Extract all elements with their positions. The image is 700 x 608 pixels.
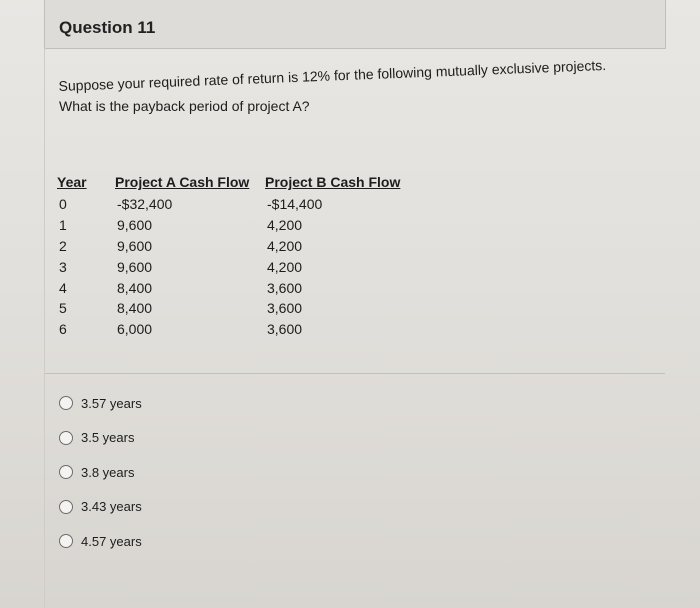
cell-project-a: -$32,400 [117, 196, 173, 213]
cell-year: 4 [59, 279, 67, 296]
question-header [44, 0, 666, 49]
cell-project-b: 3,600 [267, 279, 303, 296]
table-header-row [57, 172, 427, 194]
cell-year: 6 [59, 321, 67, 338]
cell-project-a: 6,000 [117, 321, 153, 338]
header-project-a: Project A Cash Flow [115, 174, 250, 190]
table-row [57, 319, 427, 340]
table-row [57, 194, 427, 215]
cell-project-b: 4,200 [267, 237, 303, 254]
answer-option-label: 3.43 years [81, 499, 142, 515]
answer-option[interactable] [59, 455, 142, 490]
table-row [57, 256, 427, 277]
table-row [57, 236, 427, 257]
radio-button-icon[interactable] [59, 396, 73, 410]
answer-option[interactable] [59, 386, 142, 421]
radio-button-icon[interactable] [59, 534, 73, 548]
radio-button-icon[interactable] [59, 500, 73, 514]
cell-project-a: 9,600 [117, 258, 153, 275]
answer-option[interactable] [59, 524, 142, 559]
cell-year: 2 [59, 237, 67, 254]
question-text-line-2: What is the payback period of project A? [59, 98, 310, 114]
table-row [57, 277, 427, 298]
cell-project-a: 8,400 [117, 279, 153, 296]
answer-option[interactable] [59, 490, 142, 525]
cell-project-a: 9,600 [117, 237, 153, 254]
question-prompt [58, 56, 659, 116]
answer-options [59, 386, 142, 559]
cell-project-b: 4,200 [267, 217, 303, 234]
question-text-line-1: Suppose your required rate of return is 12% for the following mutually exclusive projects. [58, 56, 607, 95]
radio-button-icon[interactable] [59, 431, 73, 445]
cell-project-a: 9,600 [117, 217, 153, 234]
section-divider [45, 373, 665, 374]
cell-project-b: 4,200 [267, 258, 303, 275]
answer-option[interactable] [59, 421, 142, 456]
question-body [44, 48, 665, 608]
cell-year: 0 [59, 196, 67, 213]
cell-year: 5 [59, 300, 67, 317]
cell-project-b: -$14,400 [267, 196, 323, 213]
header-project-b: Project B Cash Flow [265, 174, 401, 190]
answer-option-label: 4.57 years [81, 533, 142, 549]
header-year: Year [57, 174, 87, 190]
answer-option-label: 3.57 years [81, 395, 142, 411]
cell-project-b: 3,600 [267, 321, 303, 338]
cash-flow-table [57, 172, 427, 340]
answer-option-label: 3.5 years [81, 430, 135, 446]
table-row [57, 215, 427, 236]
cell-project-b: 3,600 [267, 300, 303, 317]
cell-year: 1 [59, 217, 67, 234]
table-row [57, 298, 427, 319]
cell-project-a: 8,400 [117, 300, 153, 317]
cell-year: 3 [59, 258, 67, 275]
question-title: Question 11 [59, 18, 156, 37]
answer-option-label: 3.8 years [81, 464, 135, 480]
radio-button-icon[interactable] [59, 465, 73, 479]
